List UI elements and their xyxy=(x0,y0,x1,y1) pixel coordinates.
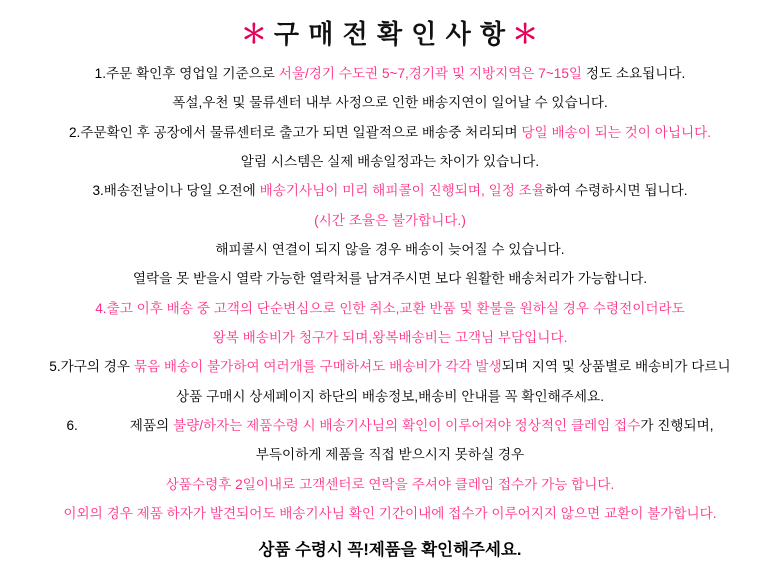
item-1-line-2 xyxy=(14,94,766,112)
item-1-line-1-seg-2: 정도 소요됩니다. xyxy=(582,66,686,81)
item-3-line-1-seg-2: 하여 수령하시면 됩니다. xyxy=(544,183,688,199)
item-5-line-1 xyxy=(14,358,766,376)
item-5-line-1-seg-2: 되며 지역 및 상품별로 배송비가 다르니 xyxy=(501,359,731,375)
item-4-line-1-seg-0: 4.출고 이후 배송 중 고객의 단순변심으로 인한 취소,교환 반품 및 환불을 원하실 경우 수령전이더라도 xyxy=(95,300,685,316)
item-1-line-1-seg-1: 서울/경기 수도권 5~7,경기곽 및 지방지역은 7~15일 xyxy=(278,66,583,81)
item-3-line-2-seg-0: (시간 조율은 불가합니다.) xyxy=(314,212,466,228)
item-6-line-1-seg-0: 제품의 xyxy=(129,418,173,434)
item-2-line-1-seg-0: 2.주문확인 후 공장에서 물류센터로 출고가 되면 일괄적으로 배송중 처리되며 xyxy=(69,124,522,140)
item-6-line-1 xyxy=(14,417,766,435)
item-2-line-2 xyxy=(14,153,766,171)
closing-statement: 상품 수령시 꼭!제품을 확인해주세요. xyxy=(258,540,522,559)
item-5-line-2 xyxy=(14,388,766,406)
item-2-line-1-seg-1: 당일 배송이 되는 것이 아닙니다. xyxy=(521,124,711,140)
item-5-line-2-seg-0: 상품 구매시 상세페이지 하단의 배송정보,배송비 안내를 꼭 확인해주세요. xyxy=(176,388,604,404)
item-3-line-1-seg-0: 3.배송전날이나 당일 오전에 xyxy=(92,183,260,199)
item-2-line-2-seg-0: 알림 시스템은 실제 배송일정과는 차이가 있습니다. xyxy=(240,154,540,170)
item-3-line-2 xyxy=(14,212,766,230)
item-3-line-1 xyxy=(14,182,766,200)
item-4-line-2 xyxy=(14,329,766,347)
item-3-line-1-seg-1: 배송기사님이 미리 해피콜이 진행되며, 일정 조율 xyxy=(259,183,545,199)
item-1-line-2-seg-0: 폭설,우천 및 물류센터 내부 사정으로 인한 배송지연이 일어날 수 있습니다. xyxy=(172,95,608,111)
item-6-line-4 xyxy=(14,505,766,523)
item-3-line-3-seg-0: 해피콜시 연결이 되지 않을 경우 배송이 늦어질 수 있습니다. xyxy=(215,242,565,258)
star-icon-right: ＊ xyxy=(512,19,540,49)
item-4-line-1 xyxy=(14,300,766,318)
item-1-line-1-seg-0: 1.주문 확인후 영업일 기준으로 xyxy=(94,66,279,81)
page-title xyxy=(14,14,766,51)
item-5-line-1-seg-1: 묶음 배송이 불가하여 여러개를 구매하셔도 배송비가 각각 발생 xyxy=(133,359,502,375)
star-icon-left: ＊ xyxy=(240,19,268,49)
item-5-line-1-seg-0: 5.가구의 경우 xyxy=(49,359,134,375)
notice-lines xyxy=(14,65,766,524)
item-6-line-2 xyxy=(14,446,766,464)
item-6-line-1-seg-1: 불량/하자는 제품수령 시 배송기사님의 확인이 이루어져야 정상적인 클레임 접수 xyxy=(172,418,641,434)
item-6-line-1-seg-2: 가 진행되며, xyxy=(640,418,714,434)
item-6-line-3-seg-0: 상품수령후 2일이내로 고객센터로 연락을 주셔야 클레임 접수가 가능 합니다. xyxy=(165,476,615,492)
item-6-line-3 xyxy=(14,476,766,494)
item-6-line-4-seg-0: 이외의 경우 제품 하자가 발견되어도 배송기사님 확인 기간이내에 접수가 이루어지지 않으면 교환이 불가합니다. xyxy=(63,506,717,522)
item-1-line-1 xyxy=(14,65,766,83)
item-3-line-4 xyxy=(14,270,766,288)
item-6-line-1-number: 6. xyxy=(66,418,78,434)
item-3-line-4-seg-0: 열락을 못 받을시 열락 가능한 열락처를 남겨주시면 보다 원활한 배송처리가 가능합니다. xyxy=(132,271,648,287)
page-title-text: 구 매 전 확 인 사 항 xyxy=(273,19,507,49)
item-4-line-2-seg-0: 왕복 배송비가 청구가 되며,왕복배송비는 고객님 부담입니다. xyxy=(212,330,568,346)
item-6-line-2-seg-0: 부득이하게 제품을 직접 받으시지 못하실 경우 xyxy=(255,447,525,463)
item-3-line-3 xyxy=(14,241,766,259)
item-2-line-1 xyxy=(14,124,766,142)
